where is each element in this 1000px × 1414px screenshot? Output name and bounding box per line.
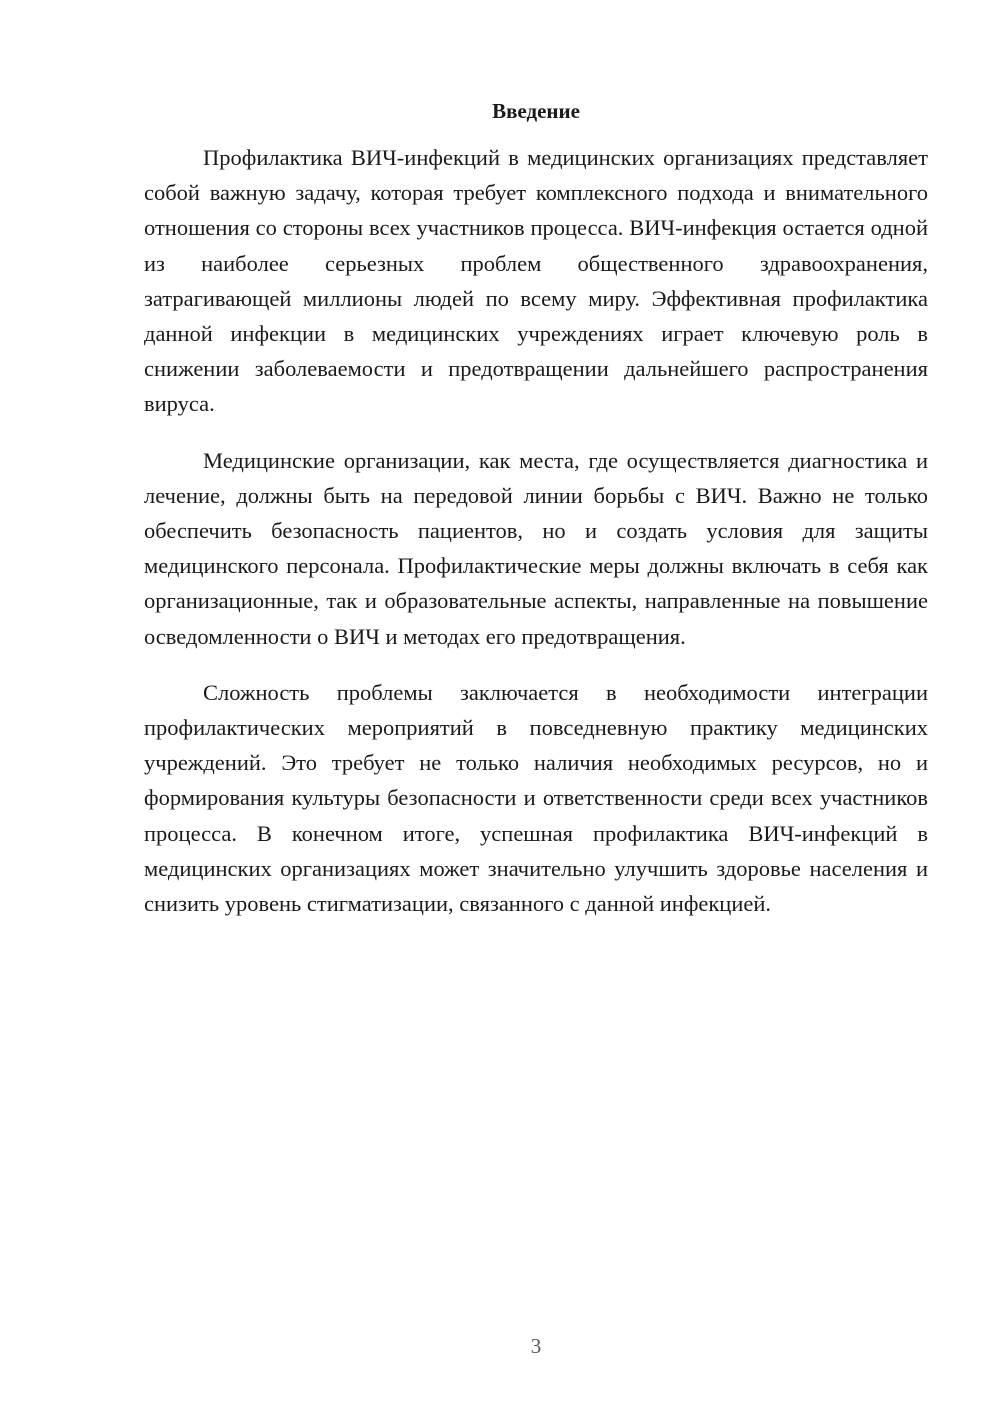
page-content: [144, 96, 928, 921]
paragraph-introduction: Профилактика ВИЧ-инфекций в медицинских организациях представляет собой важную задачу, которая требует комплексного подхода и внимательного отношения со стороны всех участников процесса. ВИЧ-инфекция остается одной из наиболее серьезных проблем общественного здравоохранения, затрагивающей миллионы людей по всему миру. Эффективная профилактика данной инфекции в медицинских учреждениях играет ключевую роль в снижении заболеваемости и предотвращении дальнейшего распространения вируса.: [144, 145, 928, 417]
page-number: 3: [530, 1334, 542, 1358]
paragraph-medical-organizations: Медицинские организации, как места, где осуществляется диагностика и лечение, должны быть на передовой линии борьбы с ВИЧ. Важно не только обеспечить безопасность пациентов, но и создать условия для защиты медицинского персонала. Профилактические меры должны включать в себя как организационные, так и образовательные аспекты, направленные на повышение осведомленности о ВИЧ и методах его предотвращения.: [144, 447, 928, 649]
page-title: Введение: [492, 99, 580, 123]
paragraph-problem-complexity: Сложность проблемы заключается в необходимости интеграции профилактических мероприятий в повседневную практику медицинских учреждений. Это требует не только наличия необходимых ресурсов, но и формирования культуры безопасности и ответственности среди всех участников процесса. В конечном итоге, успешная профилактика ВИЧ-инфекций в медицинских организациях может значительно улучшить здоровье населения и снизить уровень стигматизации, связанного с данной инфекцией.: [144, 679, 928, 917]
